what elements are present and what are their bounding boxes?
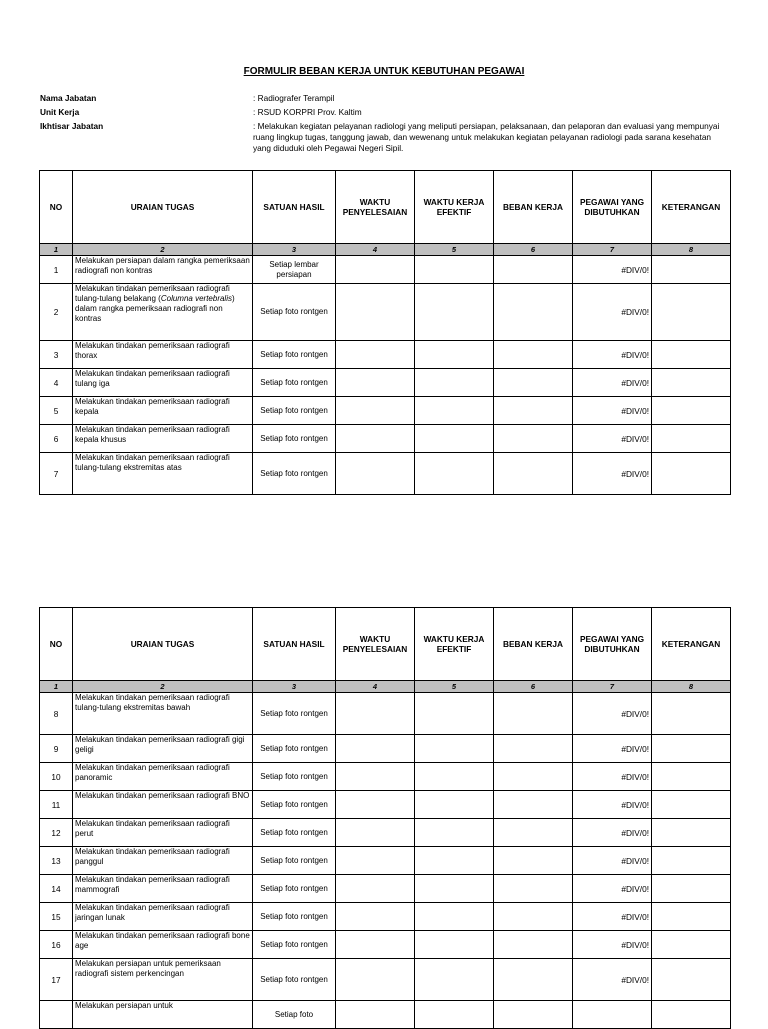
remarks [652, 959, 731, 1001]
task-description: Melakukan tindakan pemeriksaan radiografi bone age [73, 931, 253, 959]
required-staff: #DIV/0! [573, 763, 652, 791]
column-number: 4 [336, 681, 415, 693]
column-number: 1 [40, 244, 73, 256]
column-number: 3 [253, 681, 336, 693]
workload [494, 369, 573, 397]
remarks [652, 903, 731, 931]
task-number: 5 [40, 397, 73, 425]
table-row [40, 693, 731, 735]
task-number: 7 [40, 453, 73, 495]
effective-work-time [415, 453, 494, 495]
result-unit: Setiap foto rontgen [253, 735, 336, 763]
remarks [652, 819, 731, 847]
summary-row [40, 121, 730, 154]
workload [494, 735, 573, 763]
task-number: 8 [40, 693, 73, 735]
position-info [40, 93, 730, 157]
table-row [40, 763, 731, 791]
column-number: 2 [73, 681, 253, 693]
column-header: SATUAN HASIL [253, 171, 336, 244]
summary-label: Ikhtisar Jabatan [40, 121, 104, 131]
task-number: 17 [40, 959, 73, 1001]
task-description: Melakukan tindakan pemeriksaan radiografi gigi geligi [73, 735, 253, 763]
column-number: 5 [415, 244, 494, 256]
table-row [40, 735, 731, 763]
task-description: Melakukan persiapan untuk [73, 1001, 253, 1029]
required-staff: #DIV/0! [573, 903, 652, 931]
effective-work-time [415, 284, 494, 341]
remarks [652, 847, 731, 875]
result-unit: Setiap foto rontgen [253, 693, 336, 735]
completion-time [336, 397, 415, 425]
effective-work-time [415, 341, 494, 369]
required-staff: #DIV/0! [573, 341, 652, 369]
column-number-row [40, 681, 731, 693]
task-description: Melakukan tindakan pemeriksaan radiografi tulang-tulang ekstremitas atas [73, 453, 253, 495]
column-number: 7 [573, 244, 652, 256]
workload [494, 284, 573, 341]
header-row [40, 171, 731, 244]
completion-time [336, 847, 415, 875]
table-row [40, 369, 731, 397]
workload-table-1 [39, 170, 731, 495]
completion-time [336, 903, 415, 931]
column-header: WAKTU PENYELESAIAN [336, 171, 415, 244]
effective-work-time [415, 425, 494, 453]
task-number: 16 [40, 931, 73, 959]
table-row [40, 425, 731, 453]
effective-work-time [415, 397, 494, 425]
required-staff: #DIV/0! [573, 256, 652, 284]
unit-row [40, 107, 730, 118]
task-text: Melakukan tindakan pemeriksaan radiografi tulang-tulang belakang ( [75, 284, 230, 303]
task-number: 13 [40, 847, 73, 875]
completion-time [336, 791, 415, 819]
remarks [652, 284, 731, 341]
column-number: 5 [415, 681, 494, 693]
effective-work-time [415, 693, 494, 735]
task-number: 15 [40, 903, 73, 931]
result-unit: Setiap foto rontgen [253, 369, 336, 397]
completion-time [336, 931, 415, 959]
required-staff: #DIV/0! [573, 931, 652, 959]
column-header: PEGAWAI YANG DIBUTUHKAN [573, 171, 652, 244]
task-number: 6 [40, 425, 73, 453]
remarks [652, 425, 731, 453]
completion-time [336, 256, 415, 284]
completion-time [336, 819, 415, 847]
task-description: Melakukan tindakan pemeriksaan radiografi tulang iga [73, 369, 253, 397]
table-row [40, 256, 731, 284]
completion-time [336, 284, 415, 341]
required-staff: #DIV/0! [573, 847, 652, 875]
effective-work-time [415, 1001, 494, 1029]
effective-work-time [415, 369, 494, 397]
table-row [40, 791, 731, 819]
result-unit: Setiap foto rontgen [253, 875, 336, 903]
column-number: 3 [253, 244, 336, 256]
remarks [652, 256, 731, 284]
result-unit: Setiap foto rontgen [253, 791, 336, 819]
result-unit: Setiap foto rontgen [253, 397, 336, 425]
table-row [40, 875, 731, 903]
workload [494, 931, 573, 959]
remarks [652, 453, 731, 495]
result-unit: Setiap foto rontgen [253, 959, 336, 1001]
workload [494, 791, 573, 819]
task-number: 4 [40, 369, 73, 397]
required-staff: #DIV/0! [573, 791, 652, 819]
task-number: 1 [40, 256, 73, 284]
completion-time [336, 1001, 415, 1029]
position-label: Nama Jabatan [40, 93, 97, 103]
required-staff: #DIV/0! [573, 453, 652, 495]
task-number: 11 [40, 791, 73, 819]
column-header: NO [40, 608, 73, 681]
workload [494, 1001, 573, 1029]
remarks [652, 931, 731, 959]
completion-time [336, 959, 415, 1001]
column-number: 4 [336, 244, 415, 256]
remarks [652, 875, 731, 903]
required-staff: #DIV/0! [573, 959, 652, 1001]
remarks [652, 341, 731, 369]
effective-work-time [415, 959, 494, 1001]
table-row [40, 453, 731, 495]
table-row [40, 959, 731, 1001]
column-header: SATUAN HASIL [253, 608, 336, 681]
task-description: Melakukan tindakan pemeriksaan radiografi thorax [73, 341, 253, 369]
column-header: WAKTU KERJA EFEKTIF [415, 608, 494, 681]
effective-work-time [415, 847, 494, 875]
task-description: Melakukan tindakan pemeriksaan radiografi jaringan lunak [73, 903, 253, 931]
column-number: 8 [652, 244, 731, 256]
remarks [652, 735, 731, 763]
completion-time [336, 369, 415, 397]
column-number: 8 [652, 681, 731, 693]
column-header: WAKTU PENYELESAIAN [336, 608, 415, 681]
completion-time [336, 341, 415, 369]
column-number-row [40, 244, 731, 256]
completion-time [336, 425, 415, 453]
remarks [652, 369, 731, 397]
result-unit: Setiap foto rontgen [253, 341, 336, 369]
task-description: Melakukan tindakan pemeriksaan radiografi kepala [73, 397, 253, 425]
effective-work-time [415, 763, 494, 791]
task-number: 3 [40, 341, 73, 369]
workload [494, 693, 573, 735]
result-unit: Setiap foto rontgen [253, 284, 336, 341]
workload [494, 341, 573, 369]
table-row [40, 1001, 731, 1029]
workload-table-2 [39, 607, 731, 1029]
position-row [40, 93, 730, 104]
remarks [652, 763, 731, 791]
table-row [40, 819, 731, 847]
result-unit: Setiap foto rontgen [253, 903, 336, 931]
workload [494, 425, 573, 453]
remarks [652, 791, 731, 819]
remarks [652, 693, 731, 735]
workload [494, 256, 573, 284]
completion-time [336, 693, 415, 735]
position-value: : Radiografer Terampil [253, 93, 335, 103]
workload [494, 819, 573, 847]
result-unit: Setiap foto rontgen [253, 931, 336, 959]
column-number: 7 [573, 681, 652, 693]
required-staff: #DIV/0! [573, 693, 652, 735]
remarks [652, 397, 731, 425]
required-staff: #DIV/0! [573, 875, 652, 903]
workload [494, 959, 573, 1001]
column-header: WAKTU KERJA EFEKTIF [415, 171, 494, 244]
effective-work-time [415, 819, 494, 847]
result-unit: Setiap lembar persiapan [253, 256, 336, 284]
result-unit: Setiap foto rontgen [253, 763, 336, 791]
workload [494, 763, 573, 791]
task-description: Melakukan tindakan pemeriksaan radiografi tulang-tulang ekstremitas bawah [73, 693, 253, 735]
column-number: 6 [494, 681, 573, 693]
unit-label: Unit Kerja [40, 107, 80, 117]
required-staff: #DIV/0! [573, 284, 652, 341]
column-header: NO [40, 171, 73, 244]
required-staff: #DIV/0! [573, 397, 652, 425]
column-number: 6 [494, 244, 573, 256]
column-header: KETERANGAN [652, 608, 731, 681]
workload [494, 903, 573, 931]
required-staff: #DIV/0! [573, 819, 652, 847]
task-description: Melakukan tindakan pemeriksaan radiografi perut [73, 819, 253, 847]
effective-work-time [415, 875, 494, 903]
task-number: 14 [40, 875, 73, 903]
result-unit: Setiap foto rontgen [253, 819, 336, 847]
workload [494, 875, 573, 903]
task-description [73, 284, 253, 341]
task-description: Melakukan tindakan pemeriksaan radiografi panggul [73, 847, 253, 875]
table-row [40, 931, 731, 959]
page-title: FORMULIR BEBAN KERJA UNTUK KEBUTUHAN PEGAWAI [243, 66, 525, 77]
result-unit: Setiap foto rontgen [253, 425, 336, 453]
column-header: URAIAN TUGAS [73, 608, 253, 681]
required-staff: #DIV/0! [573, 425, 652, 453]
effective-work-time [415, 903, 494, 931]
result-unit: Setiap foto rontgen [253, 453, 336, 495]
workload [494, 453, 573, 495]
task-number [40, 1001, 73, 1029]
task-description: Melakukan persiapan untuk pemeriksaan radiografi sistem perkencingan [73, 959, 253, 1001]
header-row [40, 608, 731, 681]
effective-work-time [415, 256, 494, 284]
task-text: ) dalam rangka pemeriksaan radiografi non kontras [75, 294, 235, 323]
table-row [40, 397, 731, 425]
column-header: BEBAN KERJA [494, 171, 573, 244]
required-staff: #DIV/0! [573, 735, 652, 763]
table-row [40, 341, 731, 369]
task-number: 9 [40, 735, 73, 763]
completion-time [336, 875, 415, 903]
completion-time [336, 453, 415, 495]
completion-time [336, 763, 415, 791]
column-header: URAIAN TUGAS [73, 171, 253, 244]
result-unit: Setiap foto [253, 1001, 336, 1029]
task-description: Melakukan tindakan pemeriksaan radiografi panoramic [73, 763, 253, 791]
task-description: Melakukan tindakan pemeriksaan radiografi BNO [73, 791, 253, 819]
task-latin-term: Columna vertebralis [160, 294, 232, 303]
task-description: Melakukan persiapan dalam rangka pemeriksaan radiografi non kontras [73, 256, 253, 284]
required-staff: #DIV/0! [573, 369, 652, 397]
effective-work-time [415, 735, 494, 763]
column-header: KETERANGAN [652, 171, 731, 244]
completion-time [336, 735, 415, 763]
effective-work-time [415, 791, 494, 819]
task-description: Melakukan tindakan pemeriksaan radiografi kepala khusus [73, 425, 253, 453]
task-number: 12 [40, 819, 73, 847]
task-number: 2 [40, 284, 73, 341]
result-unit: Setiap foto rontgen [253, 847, 336, 875]
task-number: 10 [40, 763, 73, 791]
column-number: 2 [73, 244, 253, 256]
column-header: PEGAWAI YANG DIBUTUHKAN [573, 608, 652, 681]
unit-value: : RSUD KORPRI Prov. Kaltim [253, 107, 362, 117]
column-number: 1 [40, 681, 73, 693]
column-header: BEBAN KERJA [494, 608, 573, 681]
workload [494, 847, 573, 875]
workload [494, 397, 573, 425]
task-description: Melakukan tindakan pemeriksaan radiografi mammografi [73, 875, 253, 903]
remarks [652, 1001, 731, 1029]
table-row [40, 903, 731, 931]
table-row [40, 284, 731, 341]
table-row [40, 847, 731, 875]
effective-work-time [415, 931, 494, 959]
summary-value: : Melakukan kegiatan pelayanan radiologi yang meliputi persiapan, pelaksanaan, dan pelaporan dan evaluasi yang mempunyai ruang lingkup tugas, tanggung jawab, dan wewenang untuk melakukan kegiatan pelayanan radiologi pada sarana kesehatan yang diduduki oleh Pegawai Negeri Sipil. [253, 121, 720, 153]
required-staff [573, 1001, 652, 1029]
